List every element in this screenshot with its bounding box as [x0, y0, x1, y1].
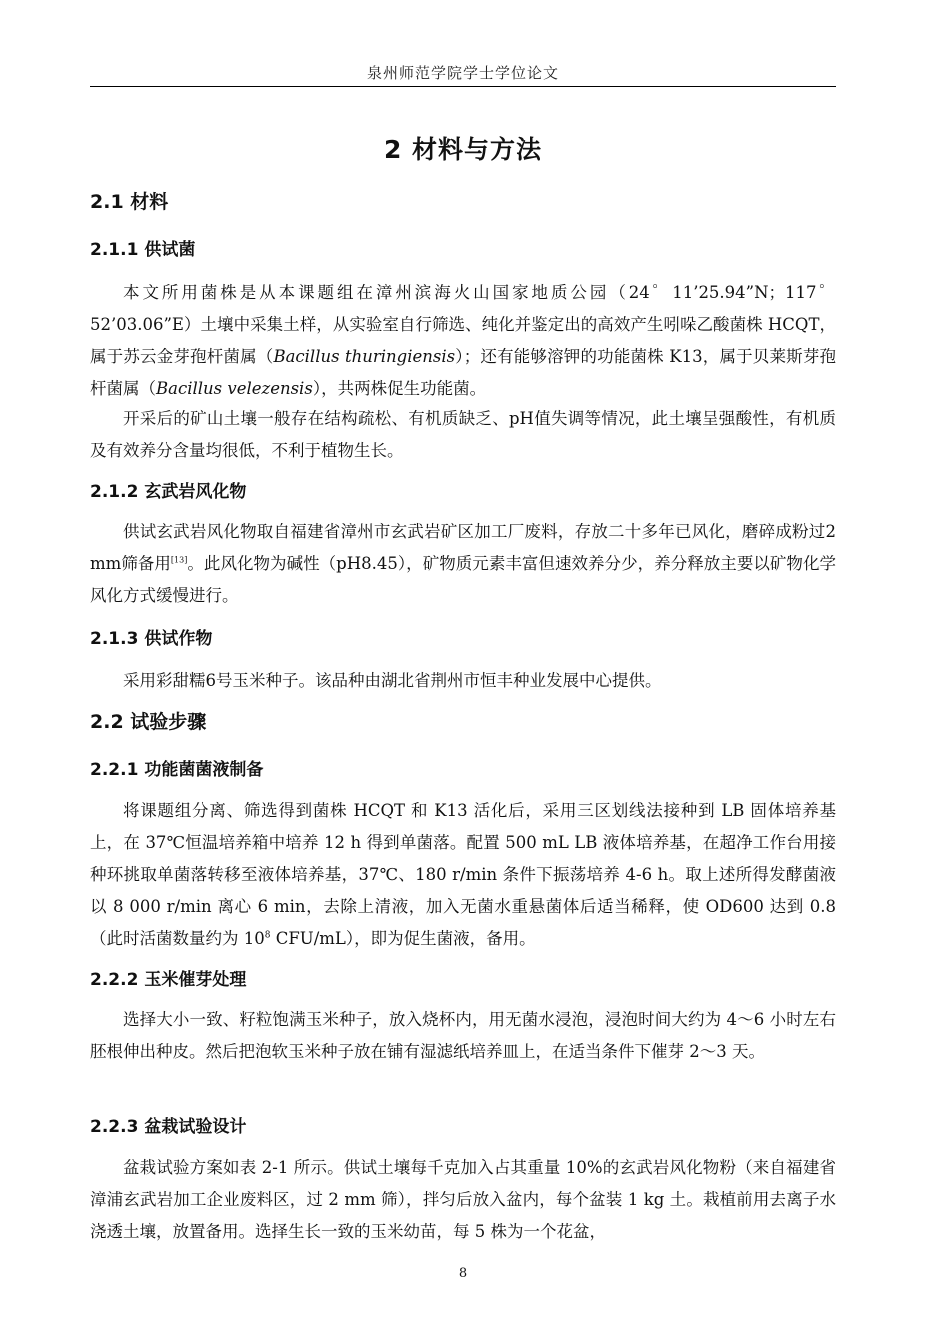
paragraph-soil: 开采后的矿山土壤一般存在结构疏松、有机质缺乏、pH值失调等情况，此土壤呈强酸性，有机质及有效养分含量均很低，不利于植物生长。	[90, 409, 836, 460]
paragraph-pot-design: 盆栽试验方案如表 2-1 所示。供试土壤每千克加入占其重量 10%的玄武岩风化物粉（来自福建省漳浦玄武岩加工企业废料区，过 2 mm 筛），拌匀后放入盆内，每个盆装 1 kg 土。栽植前用去离子水浇透土壤，放置备用。选择生长一致的玉米幼苗，每 5 株为一个花盆，	[90, 1158, 836, 1241]
paragraph-strains	[90, 277, 836, 405]
paragraph-crop: 采用彩甜糯6号玉米种子。该品种由湖北省荆州市恒丰种业发展中心提供。	[123, 671, 662, 690]
section-heading-2-2-2: 2.2.2 玉米催芽处理	[90, 970, 247, 990]
section-heading-2-1: 2.1 材料	[90, 191, 169, 213]
section-heading-2-2-3: 2.2.3 盆栽试验设计	[90, 1117, 247, 1137]
paragraph-text: CFU/mL），即为促生菌液，备用。	[270, 929, 536, 948]
section-heading-2-2-1: 2.2.1 功能菌菌液制备	[90, 760, 264, 780]
running-header: 泉州师范学院学士学位论文	[366, 64, 559, 82]
paragraph-germination: 选择大小一致、籽粒饱满玉米种子，放入烧杯内，用无菌水浸泡，浸泡时间大约为 4～6 小时左右胚根伸出种皮。然后把泡软玉米种子放在铺有湿滤纸培养皿上，在适当条件下催芽 2～3 天。	[90, 1010, 836, 1061]
paragraph-text: 将课题组分离、筛选得到菌株 HCQT 和 K13 活化后，采用三区划线法接种到 LB 固体培养基上，在 37℃恒温培养箱中培养 12 h 得到单菌落。配置 500 mL LB 液体培养基，在超净工作台用接种环挑取单菌落转移至液体培养基，37℃、180 r/min 条件下振荡培养 4-6 h。取上述所得发酵菌液以 8 000 r/min 离心 6 min，去除上清液，加入无菌水重悬菌体后适当稀释，使 OD600 达到 0.8（此时活菌数量约为 10	[90, 801, 836, 948]
paragraph-text: 供试玄武岩风化物取自福建省漳州市玄武岩矿区加工厂废料，存放二十多年已风化，磨碎成粉过2 mm筛备用	[90, 522, 836, 573]
citation: [13]	[170, 555, 188, 565]
section-heading-2-1-1: 2.1.1 供试菌	[90, 240, 196, 260]
paragraph-basalt	[90, 516, 836, 612]
paragraph-inoculum	[90, 795, 836, 955]
section-heading-2-1-3: 2.1.3 供试作物	[90, 629, 213, 649]
species-name: Bacillus velezensis	[156, 379, 313, 398]
chapter-title: 2 材料与方法	[383, 135, 543, 164]
page-number: 8	[458, 1266, 468, 1281]
superscript: 8	[264, 930, 271, 941]
header-rule	[90, 86, 836, 87]
paragraph-text: 。此风化物为碱性（pH8.45），矿物质元素丰富但速效养分少，养分释放主要以矿物化学风化方式缓慢进行。	[90, 554, 836, 605]
section-heading-2-1-2: 2.1.2 玄武岩风化物	[90, 482, 247, 502]
paragraph-text: ）；还有能够溶钾的功能菌株 K13，属于贝莱斯芽孢杆菌属（	[90, 347, 836, 398]
section-heading-2-2: 2.2 试验步骤	[90, 711, 207, 733]
species-name: Bacillus thuringiensis	[273, 347, 456, 366]
paragraph-text: ），共两株促生功能菌。	[312, 379, 487, 398]
paragraph-text: 本文所用菌株是从本课题组在漳州滨海火山国家地质公园（24゜11’25.94”N；117゜52’03.06”E）土壤中采集土样，从实验室自行筛选、纯化并鉴定出的高效产生吲哚乙酸菌株 HCQT，属于苏云金芽孢杆菌属（	[90, 283, 836, 366]
